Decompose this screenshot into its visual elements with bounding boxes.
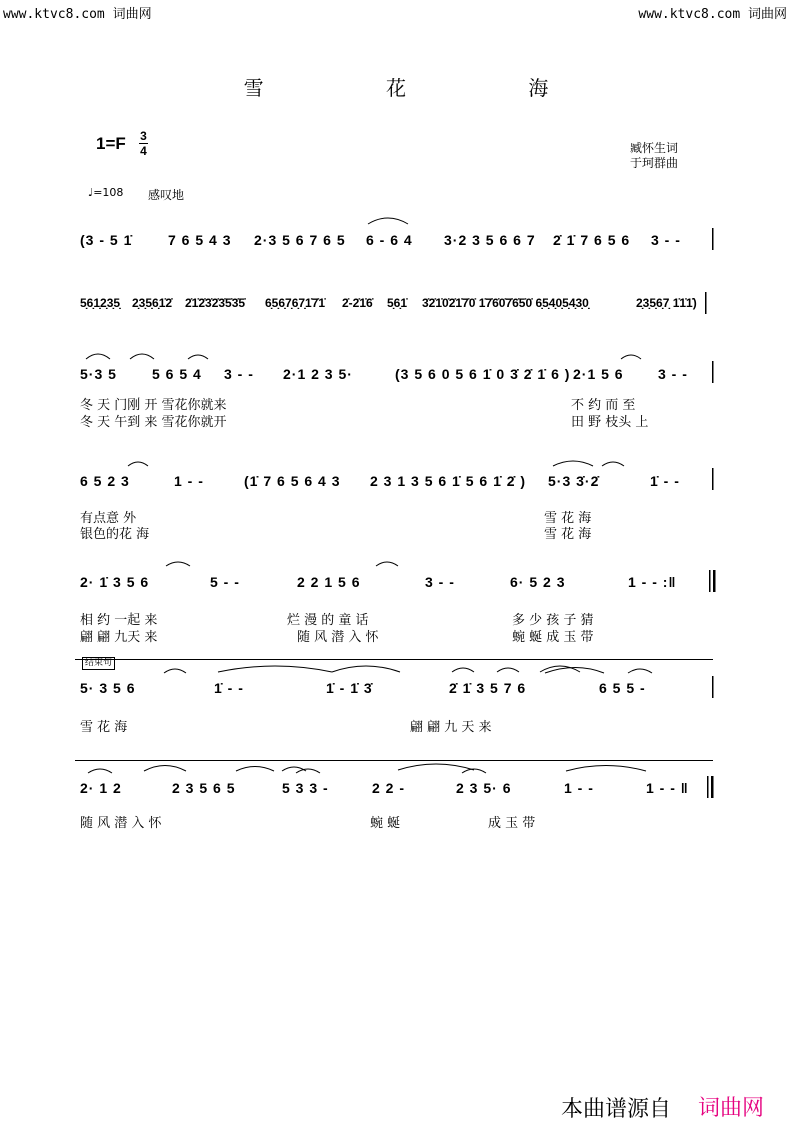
barline	[707, 776, 709, 798]
footer-source-text: 本曲谱源自	[561, 1097, 672, 1122]
lyric-verse1: 冬 天 门刚 开 雪花你就来	[80, 398, 227, 413]
measure: 7 6 5 4 3	[168, 232, 232, 248]
measure: 5 3 3 -	[282, 780, 329, 796]
slur	[376, 562, 398, 566]
measure: 2 3 5· 6	[456, 780, 512, 796]
tempo-mark: ♩=108	[88, 186, 124, 199]
measure: 1 - - ‖	[646, 780, 689, 796]
measure: 5̣6̣1̣2̣3̣5̣	[80, 296, 121, 310]
measure: 1 - - :‖	[628, 574, 677, 590]
slur	[218, 666, 332, 672]
measure: 2·1 5 6	[573, 366, 624, 382]
measure: 1 - -	[564, 780, 594, 796]
lyric-verse2: 冬 天 午到 来 雪花你就开	[80, 415, 227, 430]
measure: 5̣6̣1̇	[387, 296, 408, 310]
song-title: 雪 花 海	[243, 76, 607, 100]
barline	[711, 776, 714, 798]
measure: 2· 1̇ 3 5 6	[80, 574, 150, 590]
lyric-verse1: 成 玉 带	[488, 816, 536, 831]
measure: 2̣3̣5̣6̣1̇2̇	[132, 296, 173, 310]
measure: 6· 5 2 3	[510, 574, 566, 590]
measure: 3 - -	[651, 232, 681, 248]
slur	[398, 764, 474, 770]
ending-line	[75, 659, 713, 660]
barline	[712, 361, 714, 383]
lyric-verse2: 雪 花 海	[544, 527, 592, 542]
lyric-verse2: 银色的花 海	[80, 527, 150, 542]
lyric-verse2: 随 风 潜 入 怀	[297, 630, 379, 645]
time-signature	[139, 130, 148, 157]
slur	[128, 462, 148, 466]
measure: 3 - -	[224, 366, 254, 382]
ending-label: 结束句	[82, 657, 115, 670]
slur	[628, 669, 652, 673]
measure: 2̇ 1̇ 7 6 5 6	[553, 232, 631, 248]
slur	[540, 666, 580, 672]
slur	[144, 766, 186, 772]
lyric-verse1: 相 约 一起 来	[80, 613, 158, 628]
site-url-left[interactable]: www.ktvc8.com 词曲网	[3, 7, 152, 22]
measure: 5· 3 5 6	[80, 680, 136, 696]
measure: 2· 1 2	[80, 780, 122, 796]
slur	[166, 562, 190, 566]
measure: 3 - -	[658, 366, 688, 382]
lyric-verse1: 蜿 蜒	[370, 816, 401, 831]
measure: 2 3 1 3 5 6 1̇ 5 6 1̇ 2̇ )	[370, 473, 527, 489]
lyric-verse2: 田 野 枝头 上	[571, 415, 649, 430]
measure: 1̇ - -	[650, 473, 680, 489]
site-url-right[interactable]: www.ktvc8.com 词曲网	[638, 7, 787, 22]
barline	[712, 228, 714, 250]
lyric-verse2: 翩 翩 九天 来	[80, 630, 158, 645]
measure: 1̇ - -	[214, 680, 244, 696]
measure: 3̇2̇1̇0̇2̇1̇7̇0̇ 1̇7̇6̇0̇7̇6̇5̇0̇ 6̣5̣4̣0̣5̣4̣3̣0̣	[422, 296, 589, 310]
measure: 6 - 6 4	[366, 232, 413, 248]
time-top: 3	[140, 129, 147, 143]
measure: 6̣5̣6̣7̣6̣7̣1̇7̇1̇	[265, 296, 326, 310]
time-bottom: 4	[140, 144, 147, 158]
slur	[621, 355, 641, 359]
slur	[236, 767, 274, 772]
measure: (3 - 5 1̇	[80, 232, 133, 248]
barline	[712, 676, 714, 698]
barline	[705, 292, 707, 314]
measure: 5 - -	[210, 574, 240, 590]
measure: 3·2 3 5 6 6 7	[444, 232, 536, 248]
measure: 2·3 5 6 7 6 5	[254, 232, 346, 248]
lyric-verse1: 有点意 外	[80, 511, 137, 526]
lyric-verse1: 雪 花 海	[80, 720, 128, 735]
measure: 5·3 3̇·2̇	[548, 473, 600, 489]
expression-mark: 感叹地	[148, 188, 185, 202]
lyric-verse1: 不 约 而 至	[571, 398, 636, 413]
measure: (3 5 6 0 5 6 1̇ 0 3̇ 2̇ 1̇ 6 )	[395, 366, 571, 382]
slur	[88, 769, 112, 773]
slur	[462, 769, 486, 773]
measure: 3 - -	[425, 574, 455, 590]
lyric-verse1: 随 风 潜 入 怀	[80, 816, 162, 831]
lyric-verse2: 蜿 蜒 成 玉 带	[512, 630, 594, 645]
barline	[709, 570, 711, 592]
measure: 2̣3̣5̣6̣7̣ 1̇1̇1̇)	[636, 296, 697, 310]
slur	[545, 668, 604, 674]
lyricist: 臧怀生词	[630, 141, 679, 155]
composer: 于珂群曲	[630, 156, 679, 170]
lyric-verse1: 雪 花 海	[544, 511, 592, 526]
measure: (1̇ 7 6 5 6 4 3	[244, 473, 341, 489]
slur	[332, 666, 400, 672]
slur	[602, 462, 624, 466]
measure: 2 3 5 6 5	[172, 780, 236, 796]
slur	[86, 354, 110, 359]
ending-line	[75, 760, 713, 761]
barline	[713, 570, 716, 592]
measure: 1̇ - 1̇ 3̇	[326, 680, 373, 696]
measure: 1 - -	[174, 473, 204, 489]
measure: 2 2 1 5 6	[297, 574, 361, 590]
barline	[712, 468, 714, 490]
slur	[130, 354, 154, 359]
measure: 2̇1̇2̇3̇2̇3̇5̇3̇5̇	[185, 296, 246, 310]
footer-brand[interactable]: 词曲网	[698, 1096, 765, 1121]
lyric-verse1: 翩 翩 九 天 来	[410, 720, 492, 735]
key-signature: 1=F	[96, 134, 126, 153]
slur	[282, 767, 306, 771]
slur	[188, 355, 208, 359]
measure: 5 6 5 4	[152, 366, 202, 382]
slur	[164, 669, 186, 673]
measure: 2̇-2̇1̇6̇	[342, 296, 373, 310]
slur	[566, 766, 646, 772]
measure: 2̇ 1̇ 3 5 7 6	[449, 680, 527, 696]
slur	[553, 461, 593, 466]
lyric-verse1: 烂 漫 的 童 话	[287, 613, 369, 628]
measure: 6 5 2 3	[80, 473, 130, 489]
measure: 6 5 5 -	[599, 680, 646, 696]
measure: 2·1 2 3 5·	[283, 366, 353, 382]
slur	[497, 668, 519, 672]
slur	[452, 668, 474, 672]
slur	[296, 769, 320, 773]
measure: 2 2 -	[372, 780, 406, 796]
measure: 5·3 5	[80, 366, 117, 382]
slur	[368, 218, 408, 224]
lyric-verse1: 多 少 孩 子 猜	[512, 613, 594, 628]
